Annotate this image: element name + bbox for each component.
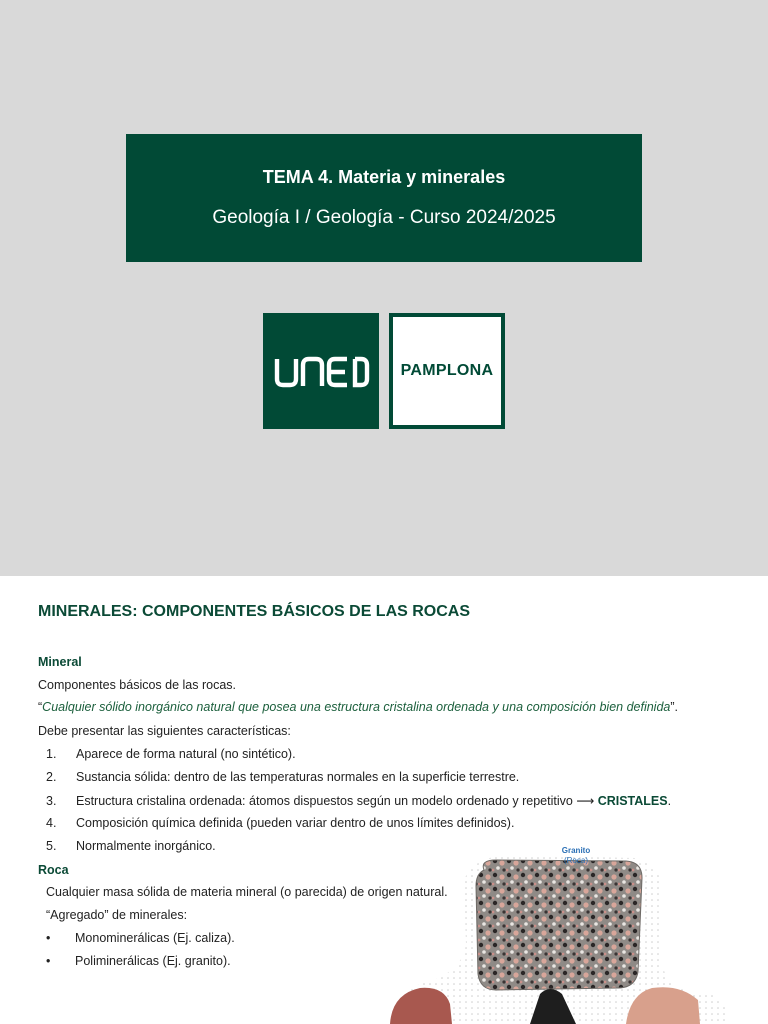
feature-tail: . — [667, 794, 672, 808]
feature-item — [46, 770, 519, 784]
figure-caption-title: Granito — [561, 846, 591, 855]
list-item — [46, 931, 235, 945]
bullet: • — [46, 931, 51, 945]
course-subtitle: Geología I / Geología - Curso 2024/2025 — [212, 207, 556, 228]
roca-label: Roca — [38, 863, 69, 877]
feature-text: Sustancia sólida: dentro de las temperaturas normales en la superficie terrestre. — [76, 770, 520, 784]
feature-text: Normalmente inorgánico. — [76, 839, 216, 853]
feature-item — [46, 816, 514, 830]
mineral-label: Mineral — [38, 655, 82, 669]
content-slide — [0, 576, 768, 1024]
feature-number: 2. — [46, 770, 57, 784]
feature-number: 4. — [46, 816, 57, 830]
uned-logo-mark — [263, 313, 379, 429]
list-item — [46, 954, 231, 968]
pamplona-logo — [389, 313, 505, 429]
feature-text: Composición química definida (pueden variar dentro de unos límites definidos). — [76, 816, 515, 830]
feature-item — [46, 747, 296, 761]
figure-caption-subtitle: (Roca) — [563, 856, 588, 865]
figure-caption — [556, 846, 596, 866]
feature-number: 3. — [46, 794, 57, 808]
roca-aggregate: “Agregado” de minerales: — [46, 908, 188, 922]
feature-item — [46, 839, 216, 853]
slide-title: TEMA 4. Materia y minerales — [262, 167, 506, 187]
bullet: • — [46, 954, 51, 968]
mineral-definition: Componentes básicos de las rocas. — [38, 678, 237, 692]
title-banner — [126, 134, 642, 262]
feature-number: 1. — [46, 747, 57, 761]
crystals-term: CRISTALES — [597, 794, 668, 808]
mineral-quote-text: Cualquier sólido inorgánico natural que posea una estructura cristalina ordenada y una composición bien definida — [42, 700, 671, 714]
feature-item — [46, 793, 671, 808]
feature-text: Aparece de forma natural (no sintético). — [76, 747, 296, 761]
uned-logo — [263, 313, 379, 429]
feature-text: Estructura cristalina ordenada: átomos dispuestos según un modelo ordenado y repetitivo ⟶ — [76, 794, 598, 808]
pamplona-logo-text: PAMPLONA — [393, 317, 501, 425]
list-item-text: Poliminerálicas (Ej. granito). — [75, 954, 231, 968]
slide-heading: MINERALES: COMPONENTES BÁSICOS DE LAS ROCAS — [38, 603, 471, 620]
feature-number: 5. — [46, 839, 57, 853]
granite-rock-icon — [380, 844, 768, 1024]
mineral-intro: Debe presentar las siguientes características: — [38, 724, 291, 738]
mineral-quote: “Cualquier sólido inorgánico natural que posea una estructura cristalina ordenada y una composición bien definida”. — [38, 700, 678, 714]
list-item-text: Monominerálicas (Ej. caliza). — [75, 931, 235, 945]
granite-figure — [380, 844, 768, 1024]
roca-definition: Cualquier masa sólida de materia mineral (o parecida) de origen natural. — [46, 885, 448, 899]
